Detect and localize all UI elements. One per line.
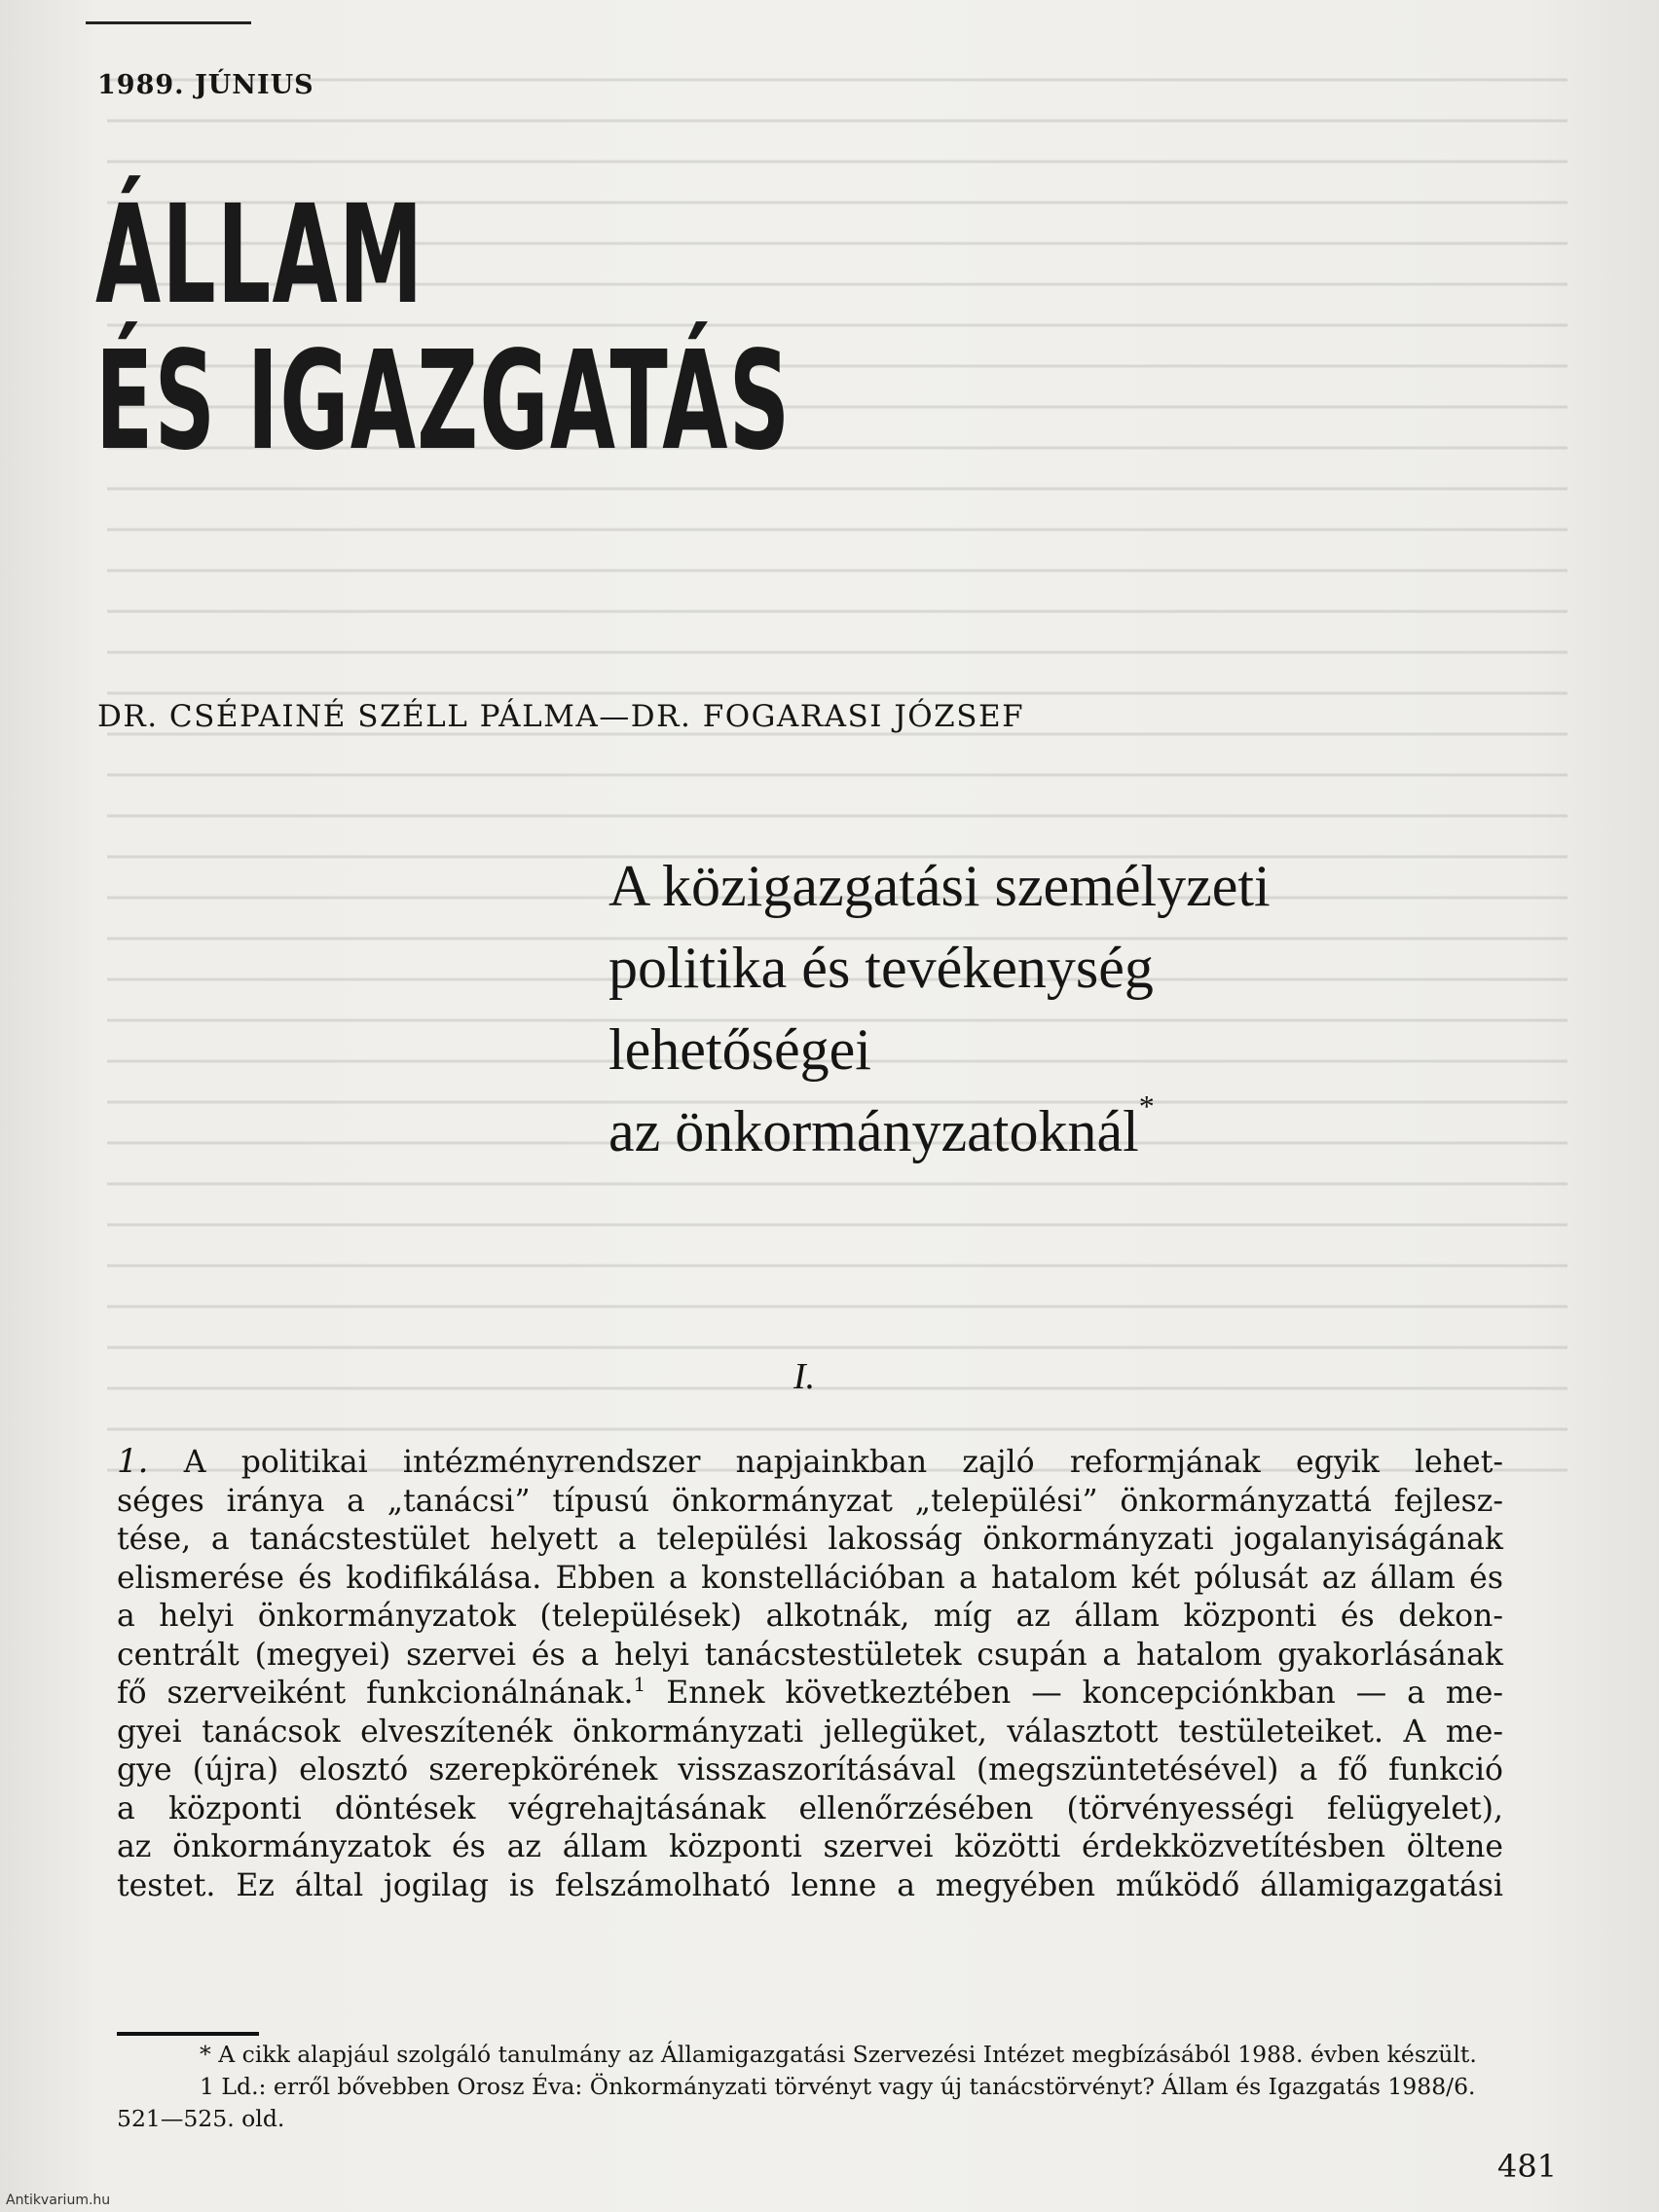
body-line: centrált (megyei) szervei és a helyi tanácstestületek csupán a hatalom gyakorlásának — [117, 1637, 1503, 1673]
masthead-line-2: ÉS IGAZGATÁS — [95, 322, 792, 481]
paragraph-number: 1. — [117, 1442, 149, 1481]
body-line-text: A politikai intézményrendszer napjainkban zajló reformjának egyik lehet- — [148, 1445, 1503, 1480]
top-rule — [86, 0, 251, 24]
article-title — [608, 845, 1582, 1172]
title-line: lehetőségei — [608, 1017, 871, 1082]
body-line: a központi döntések végrehajtásának ellenőrzésében (törvényességi felügyelet), — [117, 1790, 1503, 1826]
body-line-text: fő szerveiként funkcionálnának. — [117, 1676, 634, 1711]
body-line: tése, a tanácstestület helyett a települési lakosság önkormányzati jogalanyiságának — [117, 1522, 1503, 1557]
article-authors: DR. CSÉPAINÉ SZÉLL PÁLMA—DR. FOGARASI JÓZSEF — [97, 699, 1025, 734]
title-line: A közigazgatási személyzeti — [608, 854, 1271, 918]
body-line: testet. Ez által jogilag is felszámolható lenne a megyében működő államigazgatási — [117, 1867, 1503, 1903]
footnote-continuation: 521—525. old. — [117, 2105, 285, 2132]
body-line — [117, 1443, 1503, 1483]
body-line: elismerése és kodifikálása. Ebben a konstellációban a hatalom két pólusát az állam és — [117, 1560, 1503, 1596]
body-line: gyei tanácsok elveszítenék önkormányzati jellegüket, választott testületeiket. A me- — [117, 1714, 1503, 1750]
body-line — [117, 1675, 1503, 1714]
title-line: politika és tevékenység — [608, 936, 1154, 1000]
title-line-last — [608, 1090, 1582, 1172]
title-line: az önkormányzatoknál — [608, 1099, 1139, 1163]
body-line: gye (újra) elosztó szerepkörének visszaszorításával (megszüntetésével) a fő funkció — [117, 1752, 1503, 1788]
footnote: 1 Ld.: erről bővebben Orosz Éva: Önkormányzati törvényt vagy új tanácstörvényt? Állam és Igazgatás 1988/6. — [200, 2073, 1476, 2100]
article-body — [117, 1443, 1503, 1905]
body-line: séges iránya a „tanácsi” típusú önkormányzat „települési” önkormányzattá fejlesz- — [117, 1483, 1503, 1519]
footnotes — [117, 2039, 1519, 2135]
journal-masthead — [95, 176, 792, 481]
masthead-line-1: ÁLLAM — [95, 176, 424, 335]
body-line-text: Ennek következtében — koncepciónkban — a me- — [645, 1676, 1503, 1711]
source-watermark: Antikvarium.hu — [6, 2193, 111, 2208]
footnote-rule — [117, 2032, 259, 2036]
body-line: az önkormányzatok és az állam központi szervei közötti érdekközvetítésben öltene — [117, 1829, 1503, 1864]
footnote-ref: 1 — [633, 1673, 646, 1696]
body-line: a helyi önkormányzatok (települések) alkotnák, míg az állam központi és dekon- — [117, 1599, 1503, 1634]
title-footnote-mark: * — [1138, 1088, 1155, 1124]
footnote: * A cikk alapjául szolgáló tanulmány az Államigazgatási Szervezési Intézet megbízásából 1988. évben készült. — [200, 2041, 1477, 2068]
section-heading: I. — [793, 1356, 816, 1397]
page-number: 481 — [1497, 2148, 1558, 2185]
issue-date: 1989. JÚNIUS — [97, 70, 314, 100]
